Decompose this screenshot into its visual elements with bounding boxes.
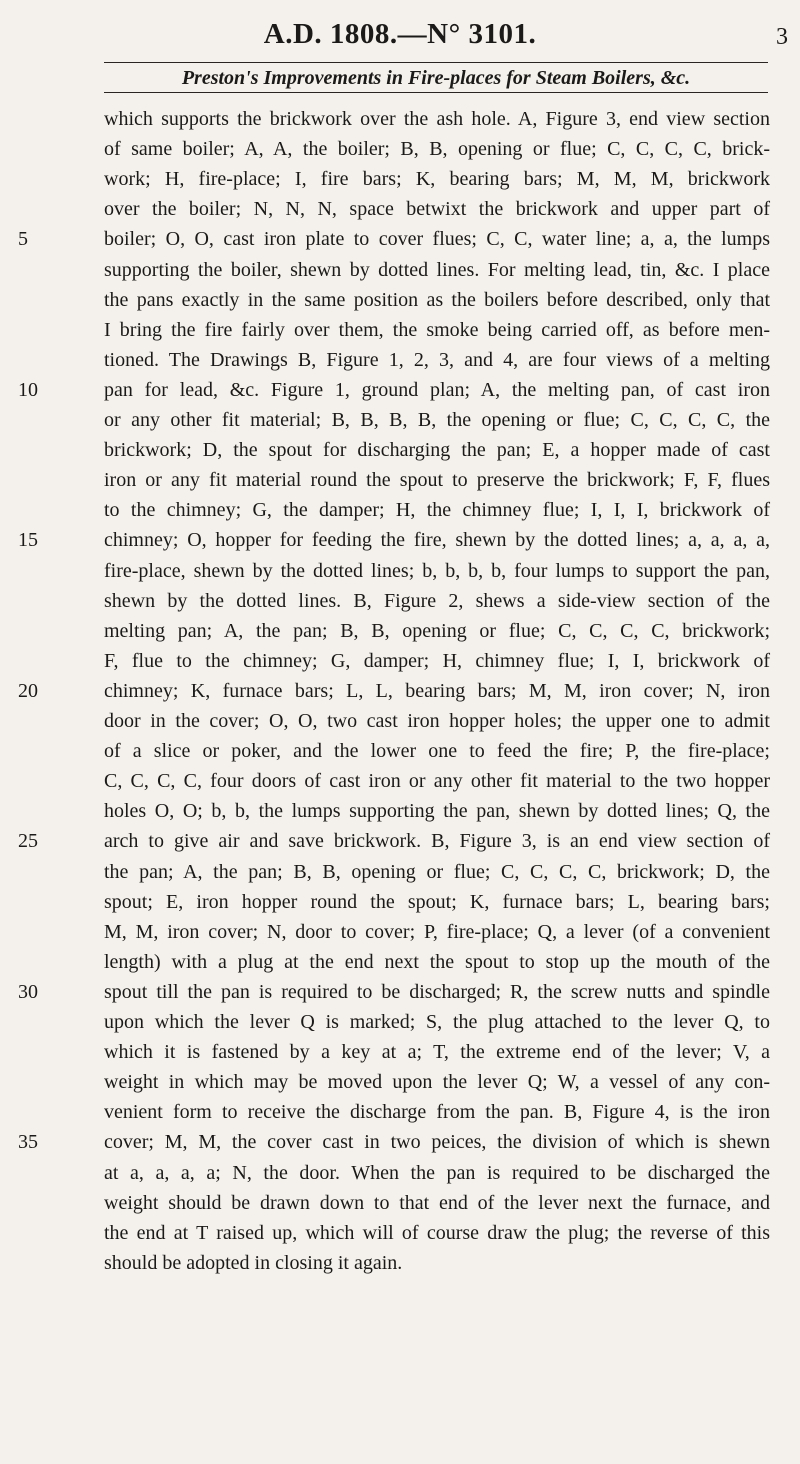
text-line: should be adopted in closing it again. (104, 1251, 403, 1274)
text-line: to the chimney; G, the damper; H, the chimney flue; I, I, I, brickwork of (104, 499, 770, 522)
text-line: weight should be drawn down to that end of the lever next the furnace, and (104, 1191, 770, 1214)
text-line: the pans exactly in the same position as the boilers before described, only that (104, 288, 770, 311)
text-line: chimney; K, furnace bars; L, L, bearing bars; M, M, iron cover; N, iron (104, 679, 770, 702)
text-line: over the boiler; N, N, N, space betwixt the brickwork and upper part of (104, 198, 770, 221)
text-line: of a slice or poker, and the lower one to feed the fire; P, the fire-place; (104, 740, 770, 763)
text-line: brickwork; D, the spout for discharging the pan; E, a hopper made of cast (104, 439, 770, 462)
page-title: A.D. 1808.—N° 3101. (263, 18, 537, 50)
text-line: the pan; A, the pan; B, B, opening or flue; C, C, C, C, brickwork; D, the (104, 860, 770, 883)
text-line: arch to give air and save brickwork. B, Figure 3, is an end view section of (104, 830, 770, 853)
running-title: Preston's Improvements in Fire-places for Steam Boilers, &c. (181, 67, 691, 89)
text-line: spout; E, iron hopper round the spout; K, furnace bars; L, bearing bars; (104, 890, 770, 913)
text-line: or any other fit material; B, B, B, B, the opening or flue; C, C, C, C, the (104, 409, 770, 431)
text-line: which supports the brickwork over the ash hole. A, Figure 3, end view section (104, 108, 770, 130)
line-number: 5 (18, 228, 28, 251)
text-line: of same boiler; A, A, the boiler; B, B, opening or flue; C, C, C, C, brick- (104, 138, 770, 161)
text-line: weight in which may be moved upon the lever Q; W, a vessel of any con- (104, 1071, 770, 1094)
text-line: the end at T raised up, which will of course draw the plug; the reverse of this (104, 1221, 770, 1244)
text-line: melting pan; A, the pan; B, B, opening or flue; C, C, C, C, brickwork; (104, 619, 770, 642)
line-number: 25 (18, 830, 38, 853)
line-number: 10 (18, 378, 38, 401)
text-line: F, flue to the chimney; G, damper; H, chimney flue; I, I, brickwork of (104, 649, 770, 672)
header-rule-bottom (104, 92, 768, 93)
line-number: 30 (18, 980, 38, 1003)
text-line: I bring the fire fairly over them, the smoke being carried off, as before men- (104, 318, 770, 341)
text-line: pan for lead, &c. Figure 1, ground plan; A, the melting pan, of cast iron (104, 378, 770, 401)
text-line: tioned. The Drawings B, Figure 1, 2, 3, and 4, are four views of a melting (104, 348, 770, 371)
text-line: supporting the boiler, shewn by dotted lines. For melting lead, tin, &c. I place (104, 258, 770, 281)
text-line: length) with a plug at the end next the spout to stop up the mouth of the (104, 950, 770, 973)
text-line: chimney; O, hopper for feeding the fire, shewn by the dotted lines; a, a, a, a, (104, 529, 770, 552)
text-line: at a, a, a, a; N, the door. When the pan is required to be discharged the (104, 1161, 770, 1184)
text-line: shewn by the dotted lines. B, Figure 2, shews a side-view section of the (104, 589, 770, 612)
header-rule-top (104, 62, 768, 63)
text-line: cover; M, M, the cover cast in two peices, the division of which is shewn (104, 1131, 770, 1154)
line-number: 35 (18, 1131, 38, 1154)
page-header (0, 18, 800, 58)
text-line: iron or any fit material round the spout to preserve the brickwork; F, F, flues (104, 469, 770, 492)
text-line: work; H, fire-place; I, fire bars; K, bearing bars; M, M, M, brickwork (104, 168, 770, 191)
text-line: M, M, iron cover; N, door to cover; P, fire-place; Q, a lever (of a convenient (104, 920, 770, 943)
text-line: door in the cover; O, O, two cast iron hopper holes; the upper one to admit (104, 710, 770, 732)
text-line: venient form to receive the discharge from the pan. B, Figure 4, is the iron (104, 1101, 770, 1124)
text-line: spout till the pan is required to be discharged; R, the screw nutts and spindle (104, 980, 770, 1003)
text-line: holes O, O; b, b, the lumps supporting the pan, shewn by dotted lines; Q, the (104, 800, 770, 823)
page-number: 3 (776, 24, 788, 50)
text-line: boiler; O, O, cast iron plate to cover flues; C, C, water line; a, a, the lumps (104, 228, 770, 251)
text-line: which it is fastened by a key at a; T, the extreme end of the lever; V, a (104, 1041, 770, 1064)
line-number: 20 (18, 679, 38, 702)
text-line: fire-place, shewn by the dotted lines; b, b, b, b, four lumps to support the pan, (104, 559, 770, 582)
text-line: upon which the lever Q is marked; S, the plug attached to the lever Q, to (104, 1011, 770, 1033)
line-number: 15 (18, 529, 38, 552)
text-line: C, C, C, C, four doors of cast iron or any other fit material to the two hopper (104, 770, 770, 793)
